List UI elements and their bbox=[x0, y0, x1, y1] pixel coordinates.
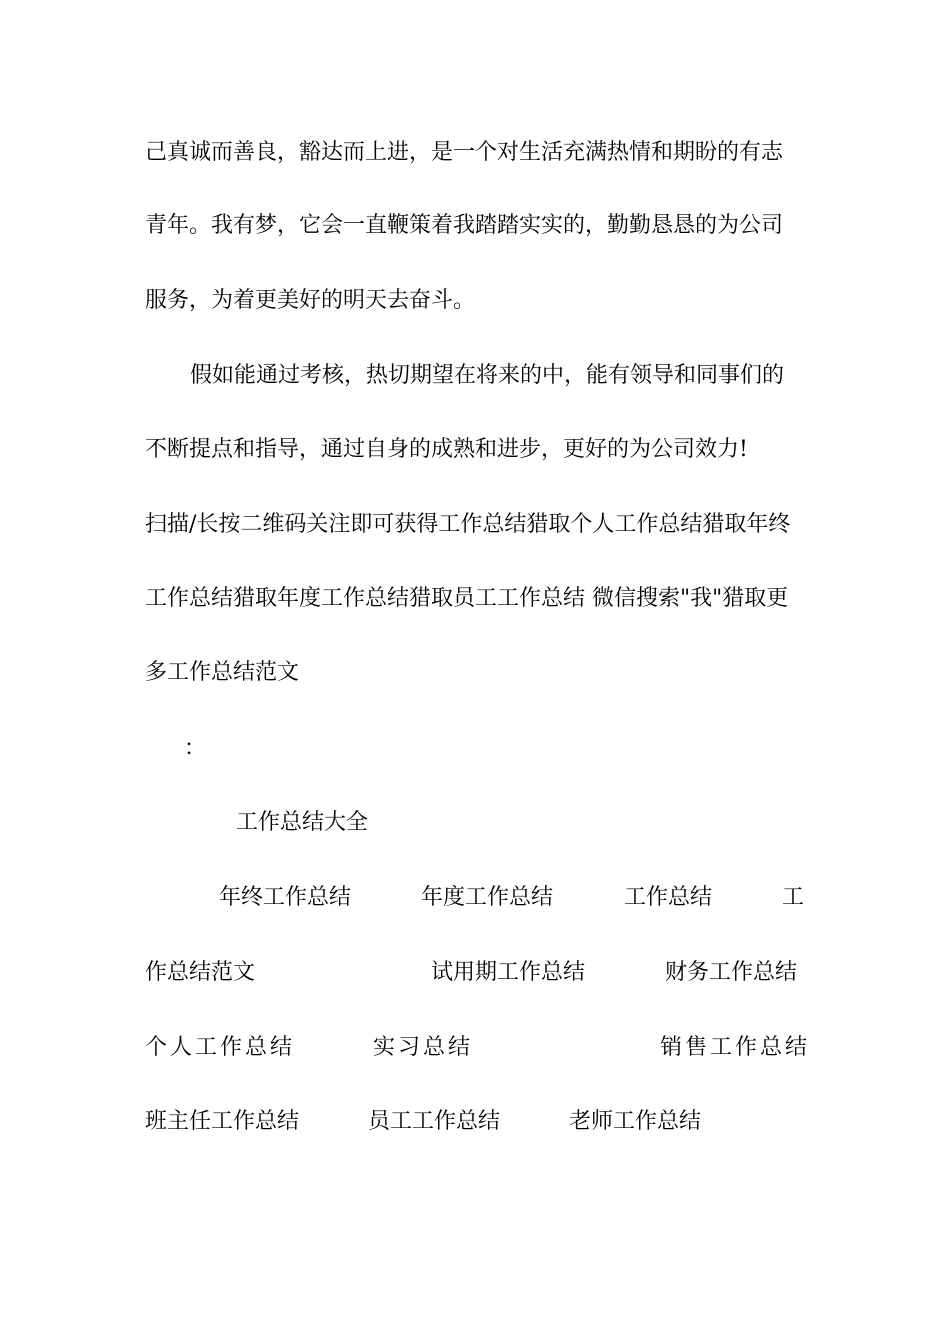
link-internship-summary[interactable]: 实习总结 bbox=[373, 1035, 474, 1060]
section-title: 工作总结大全 bbox=[236, 810, 369, 835]
link-employee-summary[interactable]: 员工工作总结 bbox=[368, 1109, 501, 1134]
link-probation-summary[interactable]: 试用期工作总结 bbox=[431, 960, 586, 985]
link-personal-summary[interactable]: 个人工作总结 bbox=[145, 1035, 296, 1060]
promo-line-3: 多工作总结范文 bbox=[145, 660, 300, 685]
paragraph-1-line-2: 青年。我有梦，它会一直鞭策着我踏踏实实的，勤勤恳恳的为公司 bbox=[145, 213, 784, 238]
paragraph-1-line-3: 服务，为着更美好的明天去奋斗。 bbox=[145, 288, 476, 313]
promo-line-2: 工作总结猎取年度工作总结猎取员工工作总结 微信搜索"我"猎取更 bbox=[145, 586, 789, 611]
link-head-teacher-summary[interactable]: 班主任工作总结 bbox=[145, 1109, 300, 1134]
paragraph-2-line-2: 不断提点和指导，通过自身的成熟和进步，更好的为公司效力! bbox=[145, 437, 748, 462]
colon-mark: ： bbox=[184, 736, 207, 761]
paragraph-2-line-1: 假如能通过考核，热切期望在将来的中，能有领导和同事们的 bbox=[190, 363, 785, 388]
link-annual-summary[interactable]: 年度工作总结 bbox=[421, 885, 554, 910]
link-finance-summary[interactable]: 财务工作总结 bbox=[665, 960, 798, 985]
link-year-end-summary[interactable]: 年终工作总结 bbox=[219, 885, 352, 910]
promo-line-1: 扫描/长按二维码关注即可获得工作总结猎取个人工作总结猎取年终 bbox=[145, 512, 791, 537]
link-work-summary-sample-start[interactable]: 工 bbox=[782, 885, 805, 910]
paragraph-1-line-1: 己真诚而善良，豁达而上进，是一个对生活充满热情和期盼的有志 bbox=[145, 140, 784, 165]
link-teacher-summary[interactable]: 老师工作总结 bbox=[569, 1109, 702, 1134]
link-work-summary-sample-end[interactable]: 作总结范文 bbox=[145, 960, 256, 985]
link-sales-summary[interactable]: 销售工作总结 bbox=[660, 1035, 811, 1060]
link-work-summary[interactable]: 工作总结 bbox=[624, 885, 713, 910]
